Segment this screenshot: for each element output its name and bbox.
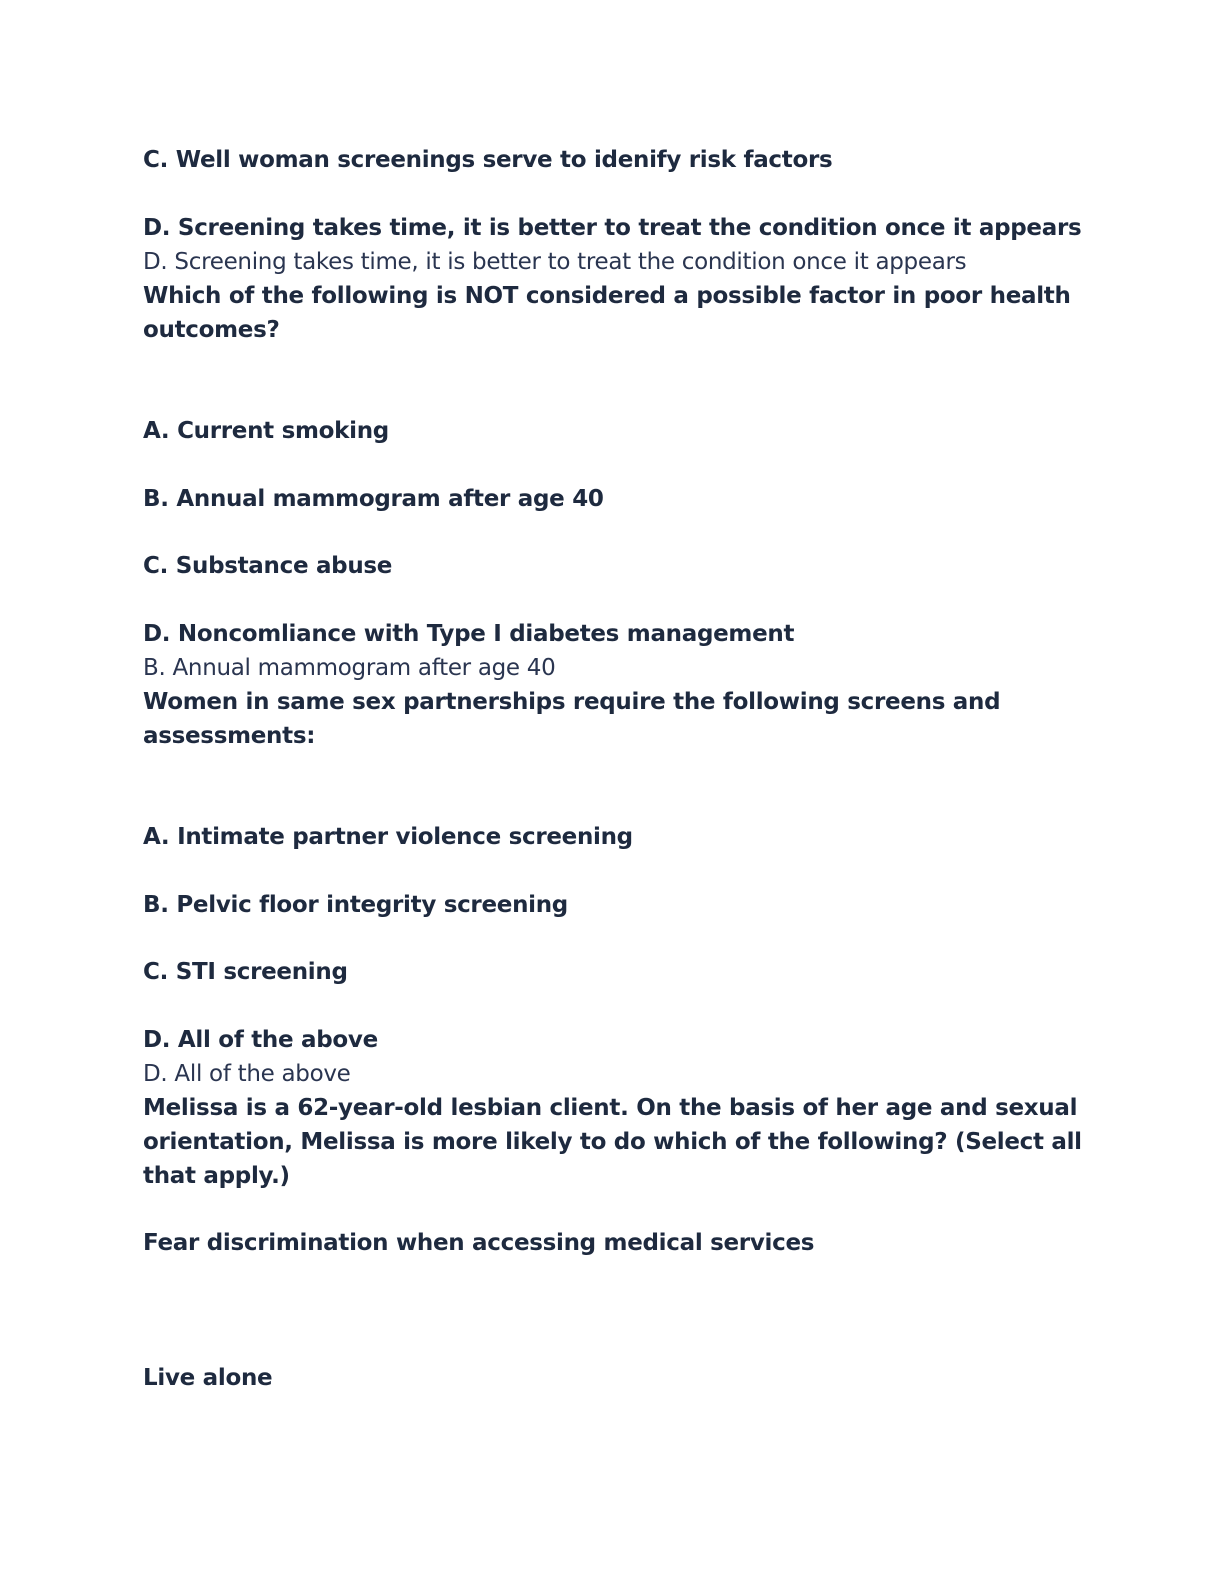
q3-option-b: B. Pelvic floor integrity screening [143,892,568,918]
q3-question-line-2: assessments: [143,723,316,749]
q3-question-line-1: Women in same sex partnerships require the following screens and [143,689,1001,715]
q4-question-line-3: that apply.) [143,1163,290,1189]
q3-answer: D. All of the above [143,1061,351,1087]
q1-option-c: C. Well woman screenings serve to idenify risk factors [143,147,833,173]
q2-option-b: B. Annual mammogram after age 40 [143,486,604,512]
q1-option-d: D. Screening takes time, it is better to treat the condition once it appears [143,215,1082,241]
q4-question-line-2: orientation, Melissa is more likely to do which of the following? (Select all [143,1129,1082,1155]
q4-option-2: Live alone [143,1365,273,1391]
q4-question-line-1: Melissa is a 62-year-old lesbian client. On the basis of her age and sexual [143,1095,1078,1121]
q3-option-a: A. Intimate partner violence screening [143,824,633,850]
q2-question-line-1: Which of the following is NOT considered a possible factor in poor health [143,283,1071,309]
q1-answer: D. Screening takes time, it is better to treat the condition once it appears [143,249,967,275]
q2-option-a: A. Current smoking [143,418,389,444]
q3-option-c: C. STI screening [143,959,348,985]
q2-answer: B. Annual mammogram after age 40 [143,655,556,681]
q2-option-d: D. Noncomliance with Type I diabetes management [143,621,795,647]
q2-question-line-2: outcomes? [143,317,280,343]
q3-option-d: D. All of the above [143,1027,378,1053]
q2-option-c: C. Substance abuse [143,553,393,579]
q4-option-1: Fear discrimination when accessing medical services [143,1230,815,1256]
